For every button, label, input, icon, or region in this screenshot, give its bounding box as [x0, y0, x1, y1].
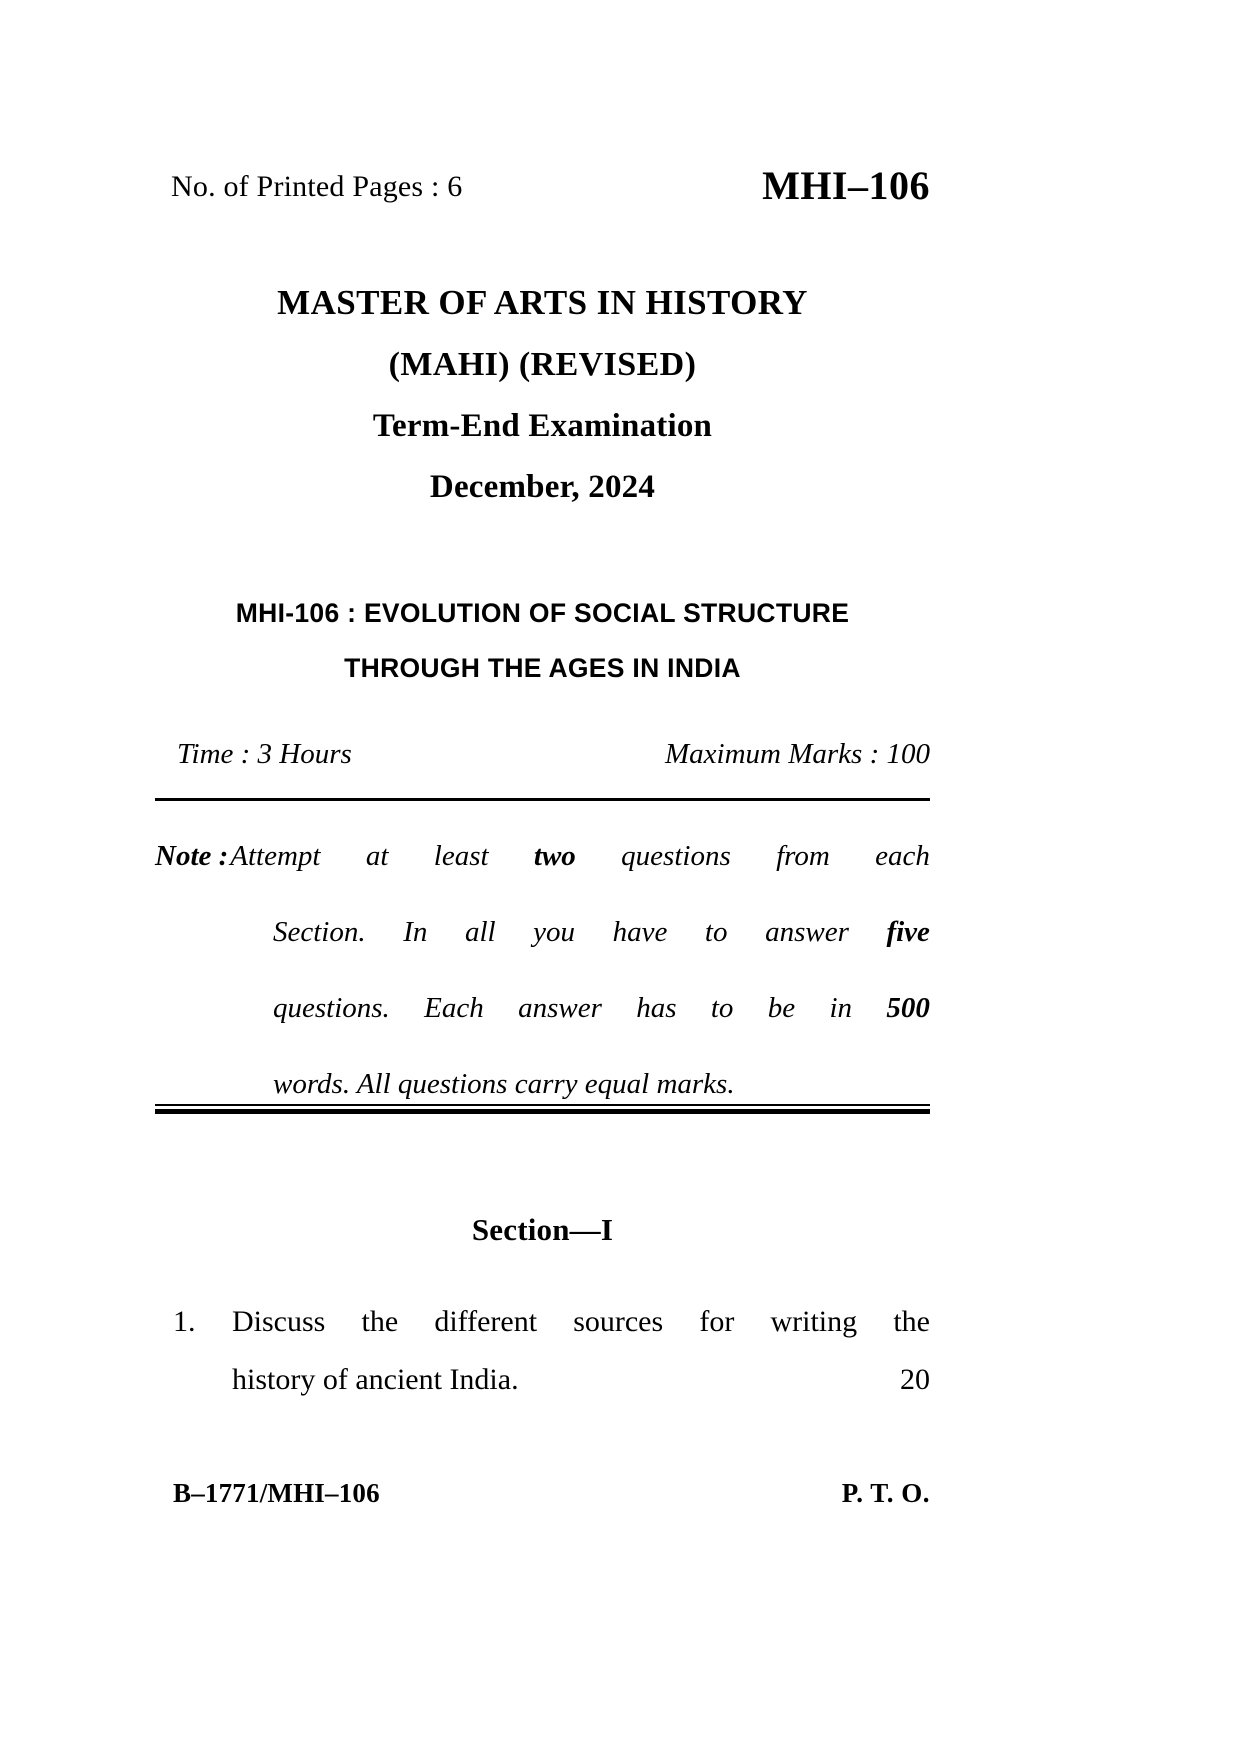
question-text-line-2-text: history of ancient India. [232, 1363, 519, 1396]
word: sources [573, 1305, 664, 1338]
examination-type: Term-End Examination [372, 408, 713, 444]
word: have [612, 915, 668, 948]
instructions-note [155, 818, 930, 1122]
word: Each [424, 991, 484, 1024]
word: in [829, 991, 853, 1024]
word: Section. [273, 915, 366, 948]
word: you [533, 915, 576, 948]
exam-info-row [155, 738, 930, 780]
word: to [710, 991, 734, 1024]
footer-paper-code: B–1771/MHI–106 [173, 1478, 380, 1508]
word: the [361, 1305, 399, 1338]
section-heading: Section—I [471, 1212, 614, 1247]
question-body [232, 1305, 930, 1421]
word: to [704, 915, 728, 948]
examination-session: December, 2024 [429, 469, 656, 505]
course-code-heading: MHI–106 [762, 163, 930, 208]
note-line-4-text: words. All questions carry equal marks. [273, 1067, 735, 1100]
question-number: 1. [173, 1305, 196, 1338]
subject-title-line-1: MHI-106 : EVOLUTION OF SOCIAL STRUCTURE [235, 598, 850, 628]
subject-title-line-2: THROUGH THE AGES IN INDIA [344, 652, 741, 683]
maximum-marks: Maximum Marks : 100 [665, 738, 930, 770]
word: 500 [886, 991, 930, 1024]
note-line-4 [273, 1068, 930, 1101]
word: questions. [273, 991, 390, 1024]
horizontal-rule-top [155, 798, 930, 801]
note-line-3 [273, 992, 930, 1025]
word: writing [770, 1305, 858, 1338]
word: at [365, 839, 389, 872]
page-header [155, 162, 930, 218]
word: different [434, 1305, 538, 1338]
word: all [464, 915, 496, 948]
programme-code-line: (MAHI) (REVISED) [388, 346, 697, 383]
word: the [893, 1305, 930, 1338]
printed-pages-label: No. of Printed Pages : 6 [171, 170, 463, 203]
word: In [403, 915, 428, 948]
programme-title-block [155, 285, 930, 504]
word: two [533, 839, 576, 872]
word: from [776, 839, 830, 872]
word: answer [765, 915, 849, 948]
programme-name: MASTER OF ARTS IN HISTORY [277, 283, 808, 322]
word: Discuss [232, 1305, 326, 1338]
exam-duration: Time : 3 Hours [177, 738, 352, 770]
note-label: Note : [155, 839, 229, 872]
word: least [433, 839, 489, 872]
question-text-line-2 [232, 1363, 930, 1421]
page-footer [155, 1478, 930, 1518]
horizontal-rule-double [155, 1104, 930, 1113]
word: five [886, 915, 930, 948]
word: questions [621, 839, 731, 872]
subject-title-block [155, 600, 930, 681]
question-text-line-1 [232, 1305, 930, 1363]
word: Attempt [230, 839, 321, 872]
word: each [875, 839, 930, 872]
word: answer [518, 991, 602, 1024]
word: for [699, 1305, 735, 1338]
note-line-1 [230, 840, 930, 873]
footer-pto-label: P. T. O. [841, 1478, 930, 1508]
word: has [636, 991, 677, 1024]
question-marks: 20 [900, 1363, 930, 1396]
note-line-2 [273, 916, 930, 949]
word: be [767, 991, 796, 1024]
